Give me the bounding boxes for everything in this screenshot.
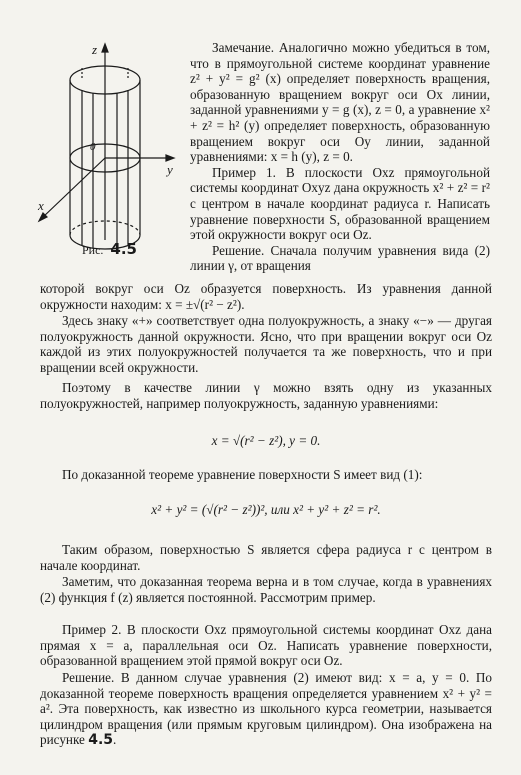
- solution1-head: Решение. Сначала получим уравнения вида (2) линии γ, от вращения: [190, 242, 490, 274]
- solution2-paragraph: Решение. В данном случае уравнения (2) имеют вид: x = a, y = 0. По доказанной теореме поверхность вращения определяется уравнением x² + y² = a². Эта поверхность, как известно из школьного курса геометрии, называется цилиндром вращения (или прямым круговым цилиндром). Она изображена на рисунке 4.5.: [40, 670, 492, 749]
- figure-reference: 4.5: [88, 732, 114, 749]
- therefore-paragraph: Поэтому в качестве линии γ можно взять одну из указанных полуокружностей, например полуокружность, заданную уравнениями:: [40, 380, 492, 411]
- figure-caption-number: 4.5: [110, 240, 137, 258]
- signs-paragraph: Здесь знаку «+» соответствует одна полуокружность, а знаку «−» — другая полуокружность данной окружности. Ясно, что при вращении вокруг оси Oz каждой из этих полуокружностей получается та же поверхность, что и при вращении всей окружности.: [40, 313, 492, 375]
- theorem-paragraph: По доказанной теореме уравнение поверхности S имеет вид (1):: [62, 467, 423, 482]
- cylinder-figure: [30, 40, 180, 265]
- formula-sphere: x² + y² = (√(r² − z²))², или x² + y² + z² = r².: [151, 502, 381, 517]
- example2-paragraph: Пример 2. В плоскости Oxz прямоугольной системы координат Oxz дана прямая x = a, параллельная оси Oz. Написать уравнение поверхности, образованной вращением этой прямой вокруг оси Oz.: [40, 622, 492, 669]
- right-column: [190, 40, 490, 274]
- remark-paragraph: Замечание. Аналогично можно убедиться в том, что в прямоугольной системе координат уравнение z² + y² = g² (x) определяет поверхность вращения, образованную вращением вокруг оси Ox линии, заданной уравнениями y = g (x), z = 0, а уравнение x² + z² = h² (y) определяет поверхность, образованную вращением вокруг оси Oy линии, заданной уравнениями: x = h (y), z = 0.: [190, 40, 490, 165]
- example1-paragraph: Пример 1. В плоскости Oxz прямоугольной системы координат Oxyz дана окружность x² + z² = r² с центром в начале координат радиуса r. Написать уравнение поверхности S, образованной вращением этой окружности вокруг оси Oz.: [190, 164, 490, 243]
- x-axis: [42, 158, 105, 218]
- axis-label-z: z: [92, 42, 98, 57]
- origin-label: 0: [90, 141, 96, 153]
- axis-label-x: x: [38, 198, 44, 213]
- axis-label-y: y: [167, 162, 173, 177]
- formula-semicircle: x = √(r² − z²), y = 0.: [211, 433, 321, 448]
- figure-caption: [82, 242, 137, 259]
- solution2-text: Решение. В данном случае уравнения (2) имеют вид: x = a, y = 0. По доказанной теореме поверхность вращения определяется уравнением x² + y² = a². Эта поверхность, как известно из школьного курса геометрии, называется цилиндром вращения (или прямым круговым цилиндром). Она изображена на рисунке: [40, 670, 492, 748]
- figure-caption-prefix: Рис.: [82, 243, 104, 257]
- solution1-continuation: которой вокруг оси Oz образуется поверхность. Из уравнения данной окружности находим: x = ±√(r² − z²).: [40, 281, 492, 312]
- note-paragraph: Заметим, что доказанная теорема верна и в том случае, когда в уравнениях (2) функция f (z) является постоянной. Рассмотрим пример.: [40, 574, 492, 605]
- sphere-paragraph: Таким образом, поверхностью S является сфера радиуса r с центром в начале координат.: [40, 542, 492, 573]
